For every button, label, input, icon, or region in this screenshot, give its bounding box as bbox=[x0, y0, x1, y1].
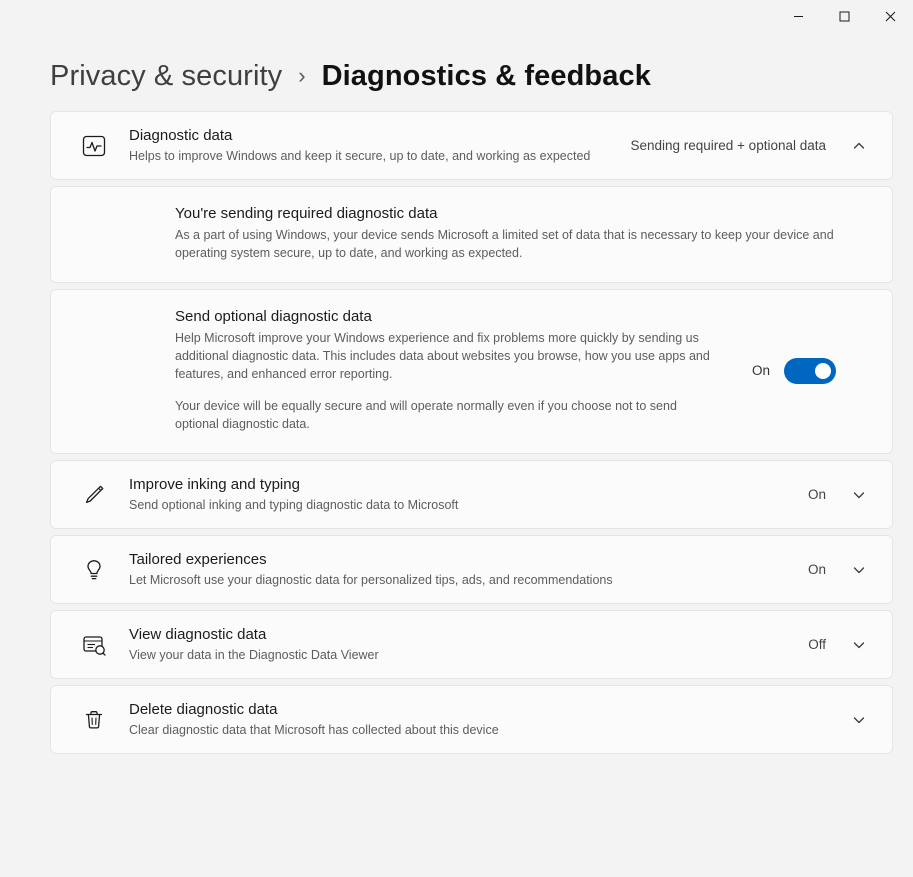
optional-diagnostic-data-paragraph-2: Your device will be equally secure and will operate normally even if you choose not to send optional diagnostic data. bbox=[175, 399, 677, 431]
chevron-up-icon[interactable] bbox=[844, 131, 874, 161]
optional-diagnostic-data-toggle[interactable] bbox=[784, 358, 836, 384]
chevron-down-icon[interactable] bbox=[844, 480, 874, 510]
optional-diagnostic-data-panel bbox=[51, 290, 892, 453]
setting-subtitle: Helps to improve Windows and keep it secure, up to date, and working as expected bbox=[129, 149, 591, 163]
setting-title: Tailored experiences bbox=[129, 551, 267, 568]
setting-card-optional-diagnostic-data bbox=[50, 289, 893, 454]
setting-card-tailored-experiences bbox=[50, 535, 893, 604]
chevron-down-icon[interactable] bbox=[844, 705, 874, 735]
setting-row-improve-inking-and-typing[interactable] bbox=[51, 461, 892, 528]
setting-row-delete-diagnostic-data[interactable] bbox=[51, 686, 892, 753]
optional-diagnostic-data-paragraph-1: Help Microsoft improve your Windows experience and fix problems more quickly by sending us additional diagnostic data. This includes data about websites you browse, how you use apps and features, and enhanced error reporting. bbox=[175, 331, 710, 381]
maximize-button[interactable] bbox=[821, 0, 867, 32]
setting-subtitle: Clear diagnostic data that Microsoft has collected about this device bbox=[129, 723, 499, 737]
required-diagnostic-data-panel bbox=[51, 187, 892, 282]
breadcrumb-separator-icon: › bbox=[298, 63, 306, 88]
setting-card-delete-diagnostic-data bbox=[50, 685, 893, 754]
minimize-icon bbox=[793, 11, 804, 22]
title-bar bbox=[0, 0, 913, 32]
setting-right-view-diagnostic-data bbox=[808, 630, 874, 660]
status-badge: Sending required + optional data bbox=[630, 138, 826, 153]
setting-subtitle: Let Microsoft use your diagnostic data for personalized tips, ads, and recommendations bbox=[129, 573, 613, 587]
setting-text-improve-inking-and-typing bbox=[129, 475, 808, 514]
close-button[interactable] bbox=[867, 0, 913, 32]
minimize-button[interactable] bbox=[775, 0, 821, 32]
setting-title: Diagnostic data bbox=[129, 127, 233, 144]
close-icon bbox=[885, 11, 896, 22]
status-badge: On bbox=[807, 562, 826, 577]
optional-diagnostic-data-body bbox=[175, 329, 712, 433]
maximize-icon bbox=[839, 11, 850, 22]
pen-icon bbox=[73, 482, 129, 508]
setting-subtitle: View your data in the Diagnostic Data Viewer bbox=[129, 648, 379, 662]
setting-right-tailored-experiences bbox=[808, 555, 874, 585]
toggle-state-label: On bbox=[751, 363, 770, 378]
setting-row-view-diagnostic-data[interactable] bbox=[51, 611, 892, 678]
settings-list bbox=[0, 111, 913, 754]
setting-right-diagnostic-data bbox=[630, 131, 874, 161]
lightbulb-icon bbox=[73, 557, 129, 583]
setting-row-diagnostic-data[interactable] bbox=[51, 112, 892, 179]
setting-right-improve-inking-and-typing bbox=[808, 480, 874, 510]
setting-title: Improve inking and typing bbox=[129, 476, 300, 493]
setting-subtitle: Send optional inking and typing diagnostic data to Microsoft bbox=[129, 498, 459, 512]
status-badge: Off bbox=[808, 637, 826, 652]
setting-text-diagnostic-data bbox=[129, 126, 630, 165]
setting-title: Delete diagnostic data bbox=[129, 701, 278, 718]
setting-card-view-diagnostic-data bbox=[50, 610, 893, 679]
setting-title: View diagnostic data bbox=[129, 626, 267, 643]
optional-diagnostic-data-text bbox=[175, 308, 752, 433]
required-diagnostic-data-paragraph: As a part of using Windows, your device sends Microsoft a limited set of data that is necessary to keep your device and operating system secure, up to date, and working as expected. bbox=[175, 228, 834, 260]
optional-diagnostic-data-toggle-group bbox=[752, 358, 866, 384]
setting-card-improve-inking-and-typing bbox=[50, 460, 893, 529]
toggle-knob bbox=[815, 363, 831, 379]
status-badge: On bbox=[807, 487, 826, 502]
chevron-down-icon[interactable] bbox=[844, 630, 874, 660]
trash-icon bbox=[73, 707, 129, 733]
required-diagnostic-data-body bbox=[175, 226, 866, 262]
breadcrumb bbox=[0, 32, 913, 111]
setting-text-tailored-experiences bbox=[129, 550, 808, 589]
breadcrumb-parent-link[interactable]: Privacy & security bbox=[50, 60, 283, 92]
setting-row-tailored-experiences[interactable] bbox=[51, 536, 892, 603]
setting-text-view-diagnostic-data bbox=[129, 625, 808, 664]
page-title: Diagnostics & feedback bbox=[321, 60, 651, 92]
chevron-down-icon[interactable] bbox=[844, 555, 874, 585]
setting-right-delete-diagnostic-data bbox=[826, 705, 874, 735]
data-viewer-icon bbox=[73, 632, 129, 658]
setting-text-delete-diagnostic-data bbox=[129, 700, 826, 739]
setting-card-required-diagnostic-data bbox=[50, 186, 893, 283]
setting-card-diagnostic-data bbox=[50, 111, 893, 180]
required-diagnostic-data-title: You're sending required diagnostic data bbox=[175, 205, 438, 222]
optional-diagnostic-data-title: Send optional diagnostic data bbox=[175, 308, 372, 325]
activity-chart-icon bbox=[73, 133, 129, 159]
